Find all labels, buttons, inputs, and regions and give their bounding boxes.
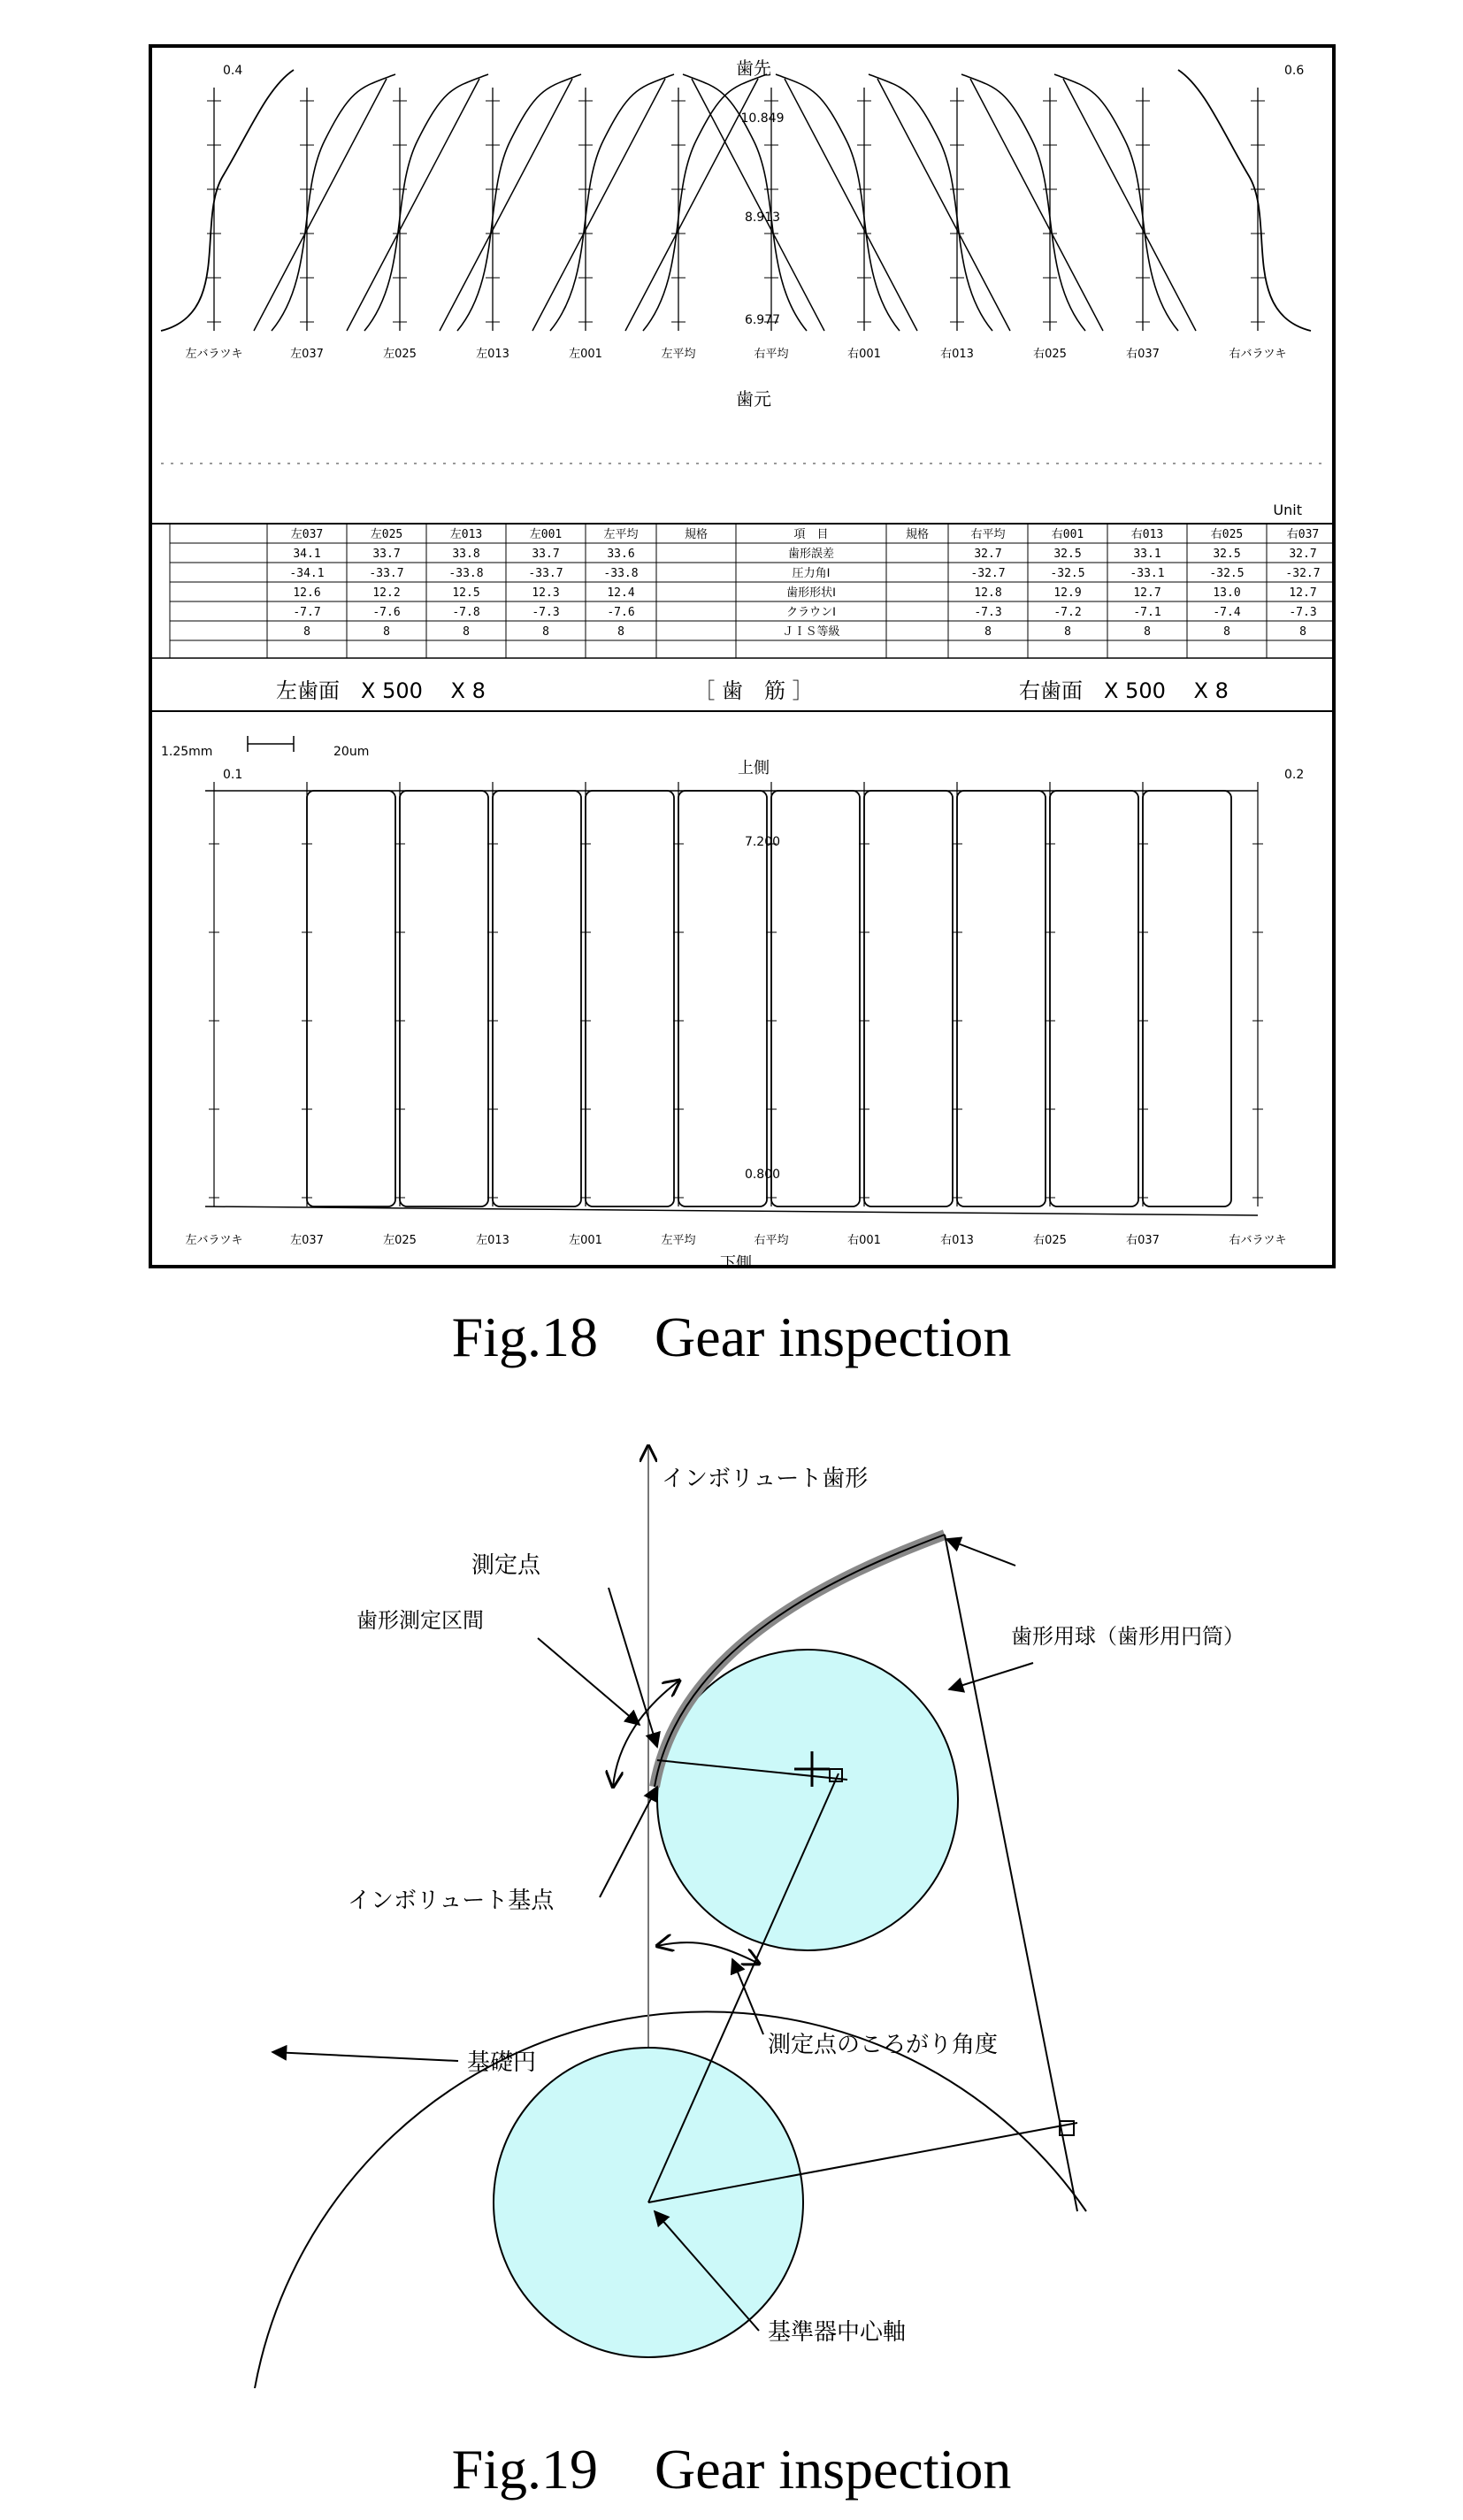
table-cell: -7.3 bbox=[532, 606, 560, 619]
table-cell: 33.6 bbox=[607, 548, 635, 561]
table-cell: 13.0 bbox=[1213, 586, 1241, 600]
results-table bbox=[152, 502, 1336, 711]
table-cell: 33.7 bbox=[372, 548, 401, 561]
label-involute-base-point: インボリュート基点 bbox=[348, 1888, 555, 1914]
profile-center-value-2: 8.913 bbox=[744, 211, 781, 225]
label-center-axis: 基準器中心軸 bbox=[768, 2319, 907, 2346]
involute-diagram bbox=[149, 1415, 1336, 2388]
table-cell: -34.1 bbox=[289, 567, 325, 580]
table-cell: -33.7 bbox=[528, 567, 563, 580]
table-cell: 12.5 bbox=[452, 586, 480, 600]
profile-ball bbox=[657, 1650, 958, 1950]
table-cell: 12.9 bbox=[1053, 586, 1082, 600]
lead-x-label: 右013 bbox=[940, 1234, 974, 1247]
table-cell: -7.4 bbox=[1213, 606, 1241, 619]
table-cells bbox=[289, 527, 1320, 639]
profile-x-label: 右001 bbox=[847, 348, 881, 361]
table-header-cell: 右013 bbox=[1130, 528, 1164, 541]
table-item-cell: 歯形誤差 bbox=[787, 548, 835, 561]
lead-left-scale: 0.1 bbox=[223, 768, 243, 782]
lead-x-label: 左001 bbox=[569, 1234, 602, 1247]
table-cell: 12.3 bbox=[532, 586, 560, 600]
gear-inspection-chart bbox=[149, 44, 1336, 1272]
label-roll-angle: 測定点のころがり角度 bbox=[768, 2032, 999, 2058]
lead-right-scale: 0.2 bbox=[1284, 768, 1305, 782]
lead-x-label: 右001 bbox=[847, 1234, 881, 1247]
table-header-cell: 左001 bbox=[529, 528, 563, 541]
fig18-caption: Fig.18 Gear inspection bbox=[451, 1306, 1012, 1368]
table-cell: 8 bbox=[617, 625, 624, 639]
profile-x-label: 左バラツキ bbox=[185, 348, 243, 361]
profile-left-scale: 0.4 bbox=[223, 64, 243, 78]
table-cell: -7.3 bbox=[1289, 606, 1317, 619]
table-cell: 8 bbox=[383, 625, 390, 639]
table-cell: -33.1 bbox=[1130, 567, 1165, 580]
table-item-cell: 歯形形状Ⅰ bbox=[786, 586, 836, 600]
lead-scale-bar: 20um bbox=[333, 745, 370, 759]
lead-x-labels bbox=[185, 1234, 1286, 1247]
table-cell: 8 bbox=[1223, 625, 1230, 639]
profile-center-value-3: 6.977 bbox=[744, 313, 781, 327]
table-spec-header: 規格 bbox=[684, 528, 709, 541]
table-cell: 8 bbox=[463, 625, 470, 639]
table-cell: -32.5 bbox=[1050, 567, 1085, 580]
profile-x-label: 左025 bbox=[383, 348, 417, 361]
label-profile-range: 歯形測定区間 bbox=[356, 1608, 484, 1633]
profile-x-label: 右025 bbox=[1033, 348, 1067, 361]
profile-x-label: 左013 bbox=[476, 348, 509, 361]
lead-scale-left: 1.25mm bbox=[161, 745, 213, 759]
table-cell: -7.3 bbox=[974, 606, 1002, 619]
lead-x-label: 左025 bbox=[383, 1234, 417, 1247]
unit-label: Unit bbox=[1273, 502, 1302, 518]
label-base-circle: 基礎円 bbox=[467, 2049, 537, 2076]
table-header-cell: 右001 bbox=[1051, 528, 1084, 541]
table-spec-header: 規格 bbox=[905, 528, 930, 541]
gear-inspection-svg bbox=[152, 48, 1336, 1272]
table-header-cell: 左037 bbox=[290, 528, 324, 541]
table-cell: 32.5 bbox=[1213, 548, 1241, 561]
lead-traces bbox=[205, 782, 1263, 1215]
table-cell: -33.8 bbox=[448, 567, 484, 580]
lead-x-label: 右平均 bbox=[754, 1234, 789, 1247]
profile-center-value-1: 10.849 bbox=[740, 111, 785, 126]
table-cell: 12.7 bbox=[1289, 586, 1317, 600]
table-cell: 32.5 bbox=[1053, 548, 1082, 561]
lead-x-label: 左バラツキ bbox=[185, 1234, 243, 1247]
table-cell: 12.4 bbox=[607, 586, 635, 600]
profile-x-label: 右平均 bbox=[754, 348, 789, 361]
label-involute-profile: インボリュート歯形 bbox=[662, 1466, 869, 1492]
label-measure-point: 測定点 bbox=[471, 1552, 541, 1579]
table-cell: -7.6 bbox=[372, 606, 401, 619]
profile-x-labels bbox=[185, 348, 1286, 361]
table-cell: 8 bbox=[1144, 625, 1151, 639]
table-cell: 33.7 bbox=[532, 548, 560, 561]
table-cell: 8 bbox=[984, 625, 992, 639]
table-cell: -33.8 bbox=[603, 567, 639, 580]
table-cell: 32.7 bbox=[1289, 548, 1317, 561]
table-header-cell: 左013 bbox=[449, 528, 483, 541]
roll-angle-arrow bbox=[657, 1942, 759, 1964]
profile-x-label: 右013 bbox=[940, 348, 974, 361]
lead-x-label: 左013 bbox=[476, 1234, 509, 1247]
lead-x-label: 右037 bbox=[1126, 1234, 1160, 1247]
table-cell: 12.8 bbox=[974, 586, 1002, 600]
table-cell: -32.7 bbox=[1285, 567, 1321, 580]
table-cell: -7.6 bbox=[607, 606, 635, 619]
profile-traces bbox=[161, 70, 1311, 331]
table-cell: 12.6 bbox=[293, 586, 321, 600]
lead-center-value-2: 0.800 bbox=[744, 1168, 781, 1182]
table-cell: 12.7 bbox=[1133, 586, 1161, 600]
table-item-header: 項 目 bbox=[793, 528, 829, 541]
lead-x-label: 右バラツキ bbox=[1229, 1234, 1287, 1247]
table-cell: -32.7 bbox=[970, 567, 1006, 580]
profile-top-label: 歯先 bbox=[736, 57, 771, 79]
table-cell: 8 bbox=[303, 625, 310, 639]
profile-right-scale: 0.6 bbox=[1284, 64, 1305, 78]
table-cell: -7.1 bbox=[1133, 606, 1161, 619]
lead-top-label: 上側 bbox=[738, 759, 770, 777]
table-cell: 8 bbox=[542, 625, 549, 639]
table-header-cell: 右037 bbox=[1286, 528, 1320, 541]
table-cell: 8 bbox=[1064, 625, 1071, 639]
profile-x-label: 左平均 bbox=[661, 348, 696, 361]
table-cell: 33.1 bbox=[1133, 548, 1161, 561]
label-profile-ball: 歯形用球（歯形用円筒） bbox=[1011, 1624, 1245, 1649]
table-item-cell: 圧力角Ⅰ bbox=[792, 567, 831, 580]
table-cell: -32.5 bbox=[1209, 567, 1245, 580]
lead-chart bbox=[161, 736, 1305, 1272]
profile-x-label: 右037 bbox=[1126, 348, 1160, 361]
lead-bottom-label: 下側 bbox=[720, 1254, 752, 1272]
right-face-label: 右歯面 X 500 X 8 bbox=[1019, 678, 1229, 703]
profile-x-label: 左037 bbox=[290, 348, 324, 361]
lead-x-label: 左平均 bbox=[661, 1234, 696, 1247]
profile-bottom-label: 歯元 bbox=[736, 388, 771, 410]
table-cell: 8 bbox=[1299, 625, 1306, 639]
involute-diagram-svg bbox=[149, 1415, 1336, 2388]
table-cell: 32.7 bbox=[974, 548, 1002, 561]
lead-x-label: 左037 bbox=[290, 1234, 324, 1247]
table-header-cell: 左平均 bbox=[603, 528, 639, 541]
lead-x-label: 右025 bbox=[1033, 1234, 1067, 1247]
table-cell: -33.7 bbox=[369, 567, 404, 580]
table-header-cell: 右平均 bbox=[970, 528, 1006, 541]
table-cell: -7.7 bbox=[293, 606, 321, 619]
table-cell: 12.2 bbox=[372, 586, 401, 600]
table-header-cell: 右025 bbox=[1210, 528, 1244, 541]
left-face-label: 左歯面 X 500 X 8 bbox=[276, 678, 486, 703]
table-cell: 34.1 bbox=[293, 548, 321, 561]
profile-x-label: 左001 bbox=[569, 348, 602, 361]
profile-chart bbox=[161, 57, 1329, 463]
lead-center-value-1: 7.200 bbox=[744, 835, 781, 849]
center-title: ［ 歯 筋 ］ bbox=[693, 678, 814, 703]
table-cell: -7.8 bbox=[452, 606, 480, 619]
table-cell: 33.8 bbox=[452, 548, 480, 561]
table-item-cell: ＪＩＳ等級 bbox=[782, 625, 840, 639]
profile-x-label: 右バラツキ bbox=[1229, 348, 1287, 361]
table-cell: -7.2 bbox=[1053, 606, 1082, 619]
table-header-cell: 左025 bbox=[370, 528, 403, 541]
table-item-cell: クラウンⅠ bbox=[786, 606, 836, 619]
fig19-caption: Fig.19 Gear inspection bbox=[451, 2438, 1012, 2501]
